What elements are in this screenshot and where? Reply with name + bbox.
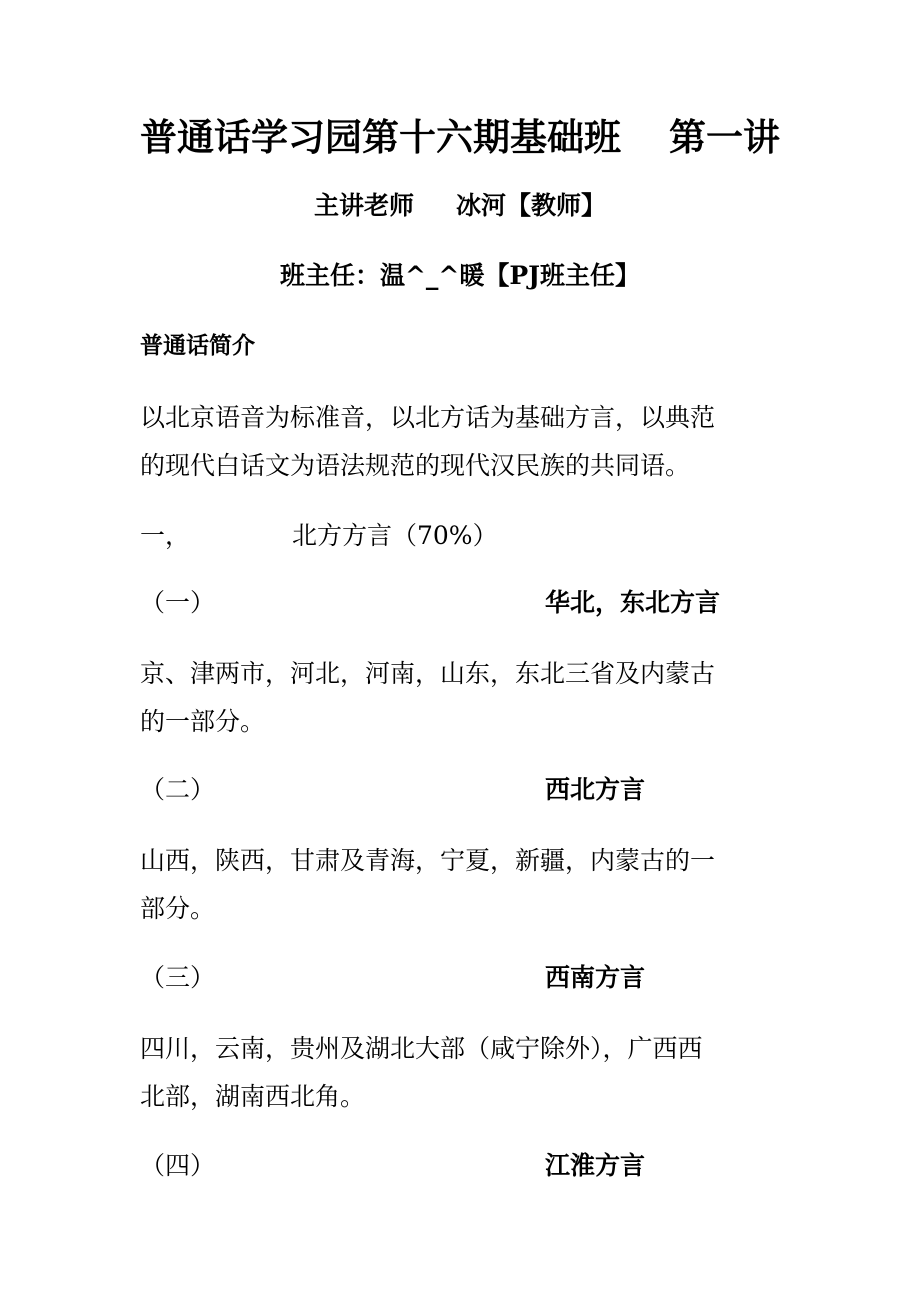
subsection-paragraph xyxy=(140,837,800,933)
subsection-header xyxy=(140,958,800,998)
subsection-header xyxy=(140,770,800,810)
subsection-number: （四） xyxy=(140,1151,216,1180)
subsection-name: 西南方言 xyxy=(545,963,646,992)
class-teacher-line: 班主任：温^_^暖【PJ班主任】 xyxy=(279,261,641,290)
title-main: 普通话学习园第十六期基础班 xyxy=(140,115,621,159)
subsection-number: （一） xyxy=(140,588,216,617)
subsection-number: （三） xyxy=(140,963,216,992)
section-heading: 普通话简介 xyxy=(140,332,255,359)
subsection-header xyxy=(140,583,800,623)
paragraph-line: 的一部分。 xyxy=(140,707,266,736)
paragraph-line: 北部，湖南西北角。 xyxy=(140,1082,366,1111)
section-1-name: 北方方言（70%） xyxy=(292,521,498,550)
subsection-paragraph xyxy=(140,650,800,746)
intro-line: 以北京语音为标准音，以北方话为基础方言，以典范 xyxy=(140,403,716,432)
intro-line: 的现代白话文为语法规范的现代汉民族的共同语。 xyxy=(140,451,691,480)
paragraph-line: 四川，云南，贵州及湖北大部（咸宁除外），广西西 xyxy=(140,1034,703,1063)
lecturer-label: 主讲老师 xyxy=(313,191,414,220)
section-1-header xyxy=(140,516,800,556)
lecturer-name: 冰河【教师】 xyxy=(456,191,607,220)
subsection-paragraph xyxy=(140,1025,800,1121)
lecturer-line xyxy=(0,188,920,224)
subsection-name: 华北，东北方言 xyxy=(545,588,721,617)
subsection-name: 西北方言 xyxy=(545,775,646,804)
paragraph-line: 京、津两市，河北，河南，山东，东北三省及内蒙古 xyxy=(140,659,716,688)
subsection-number: （二） xyxy=(140,775,216,804)
document-title xyxy=(0,112,920,162)
subsection-header xyxy=(140,1146,800,1186)
paragraph-line: 山西，陕西，甘肃及青海，宁夏，新疆，内蒙古的一 xyxy=(140,846,716,875)
subsection-name: 江淮方言 xyxy=(545,1151,646,1180)
title-lecture: 第一讲 xyxy=(669,115,780,159)
section-1-number: 一， xyxy=(140,521,191,550)
paragraph-line: 部分。 xyxy=(140,894,216,923)
intro-paragraph xyxy=(140,394,800,490)
